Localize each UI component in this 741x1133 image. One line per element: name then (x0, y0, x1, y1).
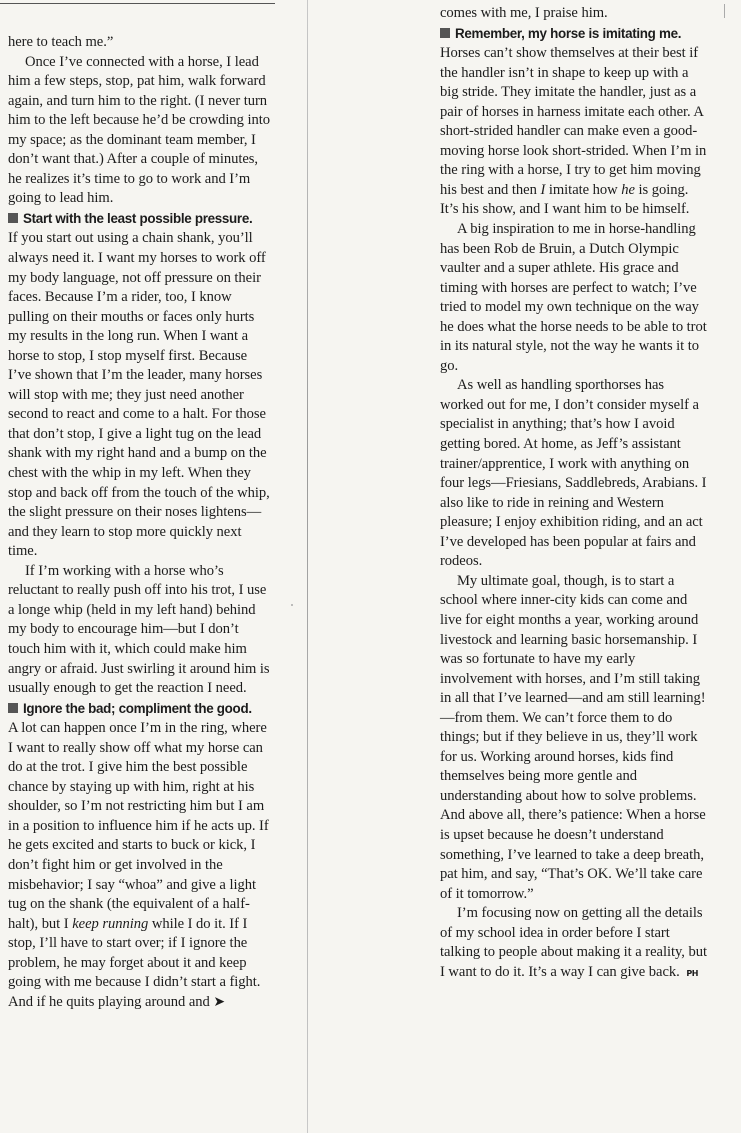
paragraph: A big inspiration to me in horse-handling has been Rob de Bruin, a Dutch Olympic vaulter and a super athlete. His grace and timing with horses are perfect to watch; I’ve tried to model my own technique on the way he does what the horse needs to be able to trot in its natural style, not the way he wants it to go. (440, 221, 707, 374)
paragraph: Once I’ve connected with a horse, I lead him a few steps, stop, pat him, walk forward again, and turn him to the right. (I never turn him to the left because he’d be crowding into my space; as the dominant team member, I don’t want that.) After a couple of minutes, he realizes it’s time to go to work and I’m going to lead him. (8, 53, 270, 207)
end-mark-icon: PH (686, 968, 698, 978)
section (440, 24, 710, 45)
continue-arrow-icon: ➤ (213, 993, 226, 1010)
scan-mark (724, 4, 725, 18)
section (8, 209, 270, 230)
paragraph: If you start out using a chain shank, you’ll always need it. I want my horses to work off my body language, not off pressure on their faces. Because I’m a rider, too, I know pulling on their mouths or faces only hurts my results in the long run. When I want a horse to stop, I stop myself first. Because I’ve shown that I’m the leader, many horses will stop with me; they just need another second to react and come to a halt. For those that don’t stop, I give a light tug on the lead shank with my right hand and a bump on the chest with the whip in my left. When they stop and back off from the touch of the whip, the slight pressure on their noses lightens—and they learn to stop more quickly next time. (8, 230, 270, 560)
emphasis: he (621, 181, 635, 198)
square-bullet-icon (8, 703, 18, 713)
paragraph: My ultimate goal, though, is to start a school where inner-city kids can come and live for eight months a year, working around livestock and learning basic horsemanship. I was so fortunate to have my early involvement with horses, and I’m still taking in all that I’ve learned—and am still learning!—from them. We can’t force them to do things; but if they believe in us, they’ll work for us. Working around horses, kids find themselves being more gentle and understanding about how to solve problems. And above all, there’s patience: When a horse is upset because he doesn’t understand something, I’ve learned to take a deep breath, pat him, and say, “That’s OK. We’ll take care of it tomorrow.” (440, 572, 706, 902)
paragraph: As well as handling sporthorses has worked out for me, I don’t consider myself a specialist in anything; that’s how I avoid getting bored. At home, as Jeff’s assistant trainer/apprentice, I work with anything on four legs—Friesians, Saddlebreds, Arabians. I also like to ride in reining and Western pleasure; I enjoy exhibition riding, and an act I’ve developed has been popular at fairs and rodeos. (440, 377, 707, 570)
section (8, 699, 270, 720)
paragraph: If I’m working with a horse who’s reluctant to really push off into his trot, I use a longe whip (held in my left hand) behind my body to encourage him—but I don’t touch him with it, which could make him angry or afraid. Just swirling it around him is usually enough to get the reaction I need. (8, 562, 270, 697)
paragraph: Horses can’t show themselves at their best if the handler isn’t in shape to keep up with a big stride. They imitate the handler, just as a pair of horses in harness imitate each other. A short-strided handler can make even a good-moving horse look short-strided. When I’m in the ring with a horse, I try to get him moving his best and then I imitate how he is going. It’s his show, and I want him to be himself. (440, 45, 707, 218)
emphasis: I (540, 181, 546, 198)
left-column (8, 33, 270, 1012)
paragraph: here to teach me.” (8, 34, 114, 50)
section-heading: Remember, my horse is imitating me. (455, 25, 682, 41)
section-heading: Ignore the bad; compliment the good. (23, 700, 252, 716)
emphasis: keep running (72, 915, 149, 932)
right-column (440, 4, 710, 983)
top-rule (0, 3, 275, 4)
section-heading: Start with the least possible pressure. (23, 210, 253, 226)
scan-mark (291, 604, 293, 606)
square-bullet-icon (8, 213, 18, 223)
paragraph: A lot can happen once I’m in the ring, where I want to really show off what my horse can do at the trot. I give him the best possible chance by staying up with him, right at his shoulder, so I’m not restricting him but I am in a position to influence him if he acts up. If he gets excited and starts to buck or kick, I don’t fight him or get involved in the misbehavior; I say “whoa” and give a light tug on the shank (the equivalent of a half-halt), but I keep running while I do it. If I stop, I’ll have to start over; if I ignore the problem, he may forget about it and keep going with me because I didn’t start a fight. And if he quits playing around and ➤ (8, 720, 269, 1010)
paragraph: comes with me, I praise him. (440, 5, 608, 21)
column-divider (307, 0, 308, 1133)
paragraph: I’m focusing now on getting all the details of my school idea in order before I start talking to people about making it a reality, but I want to do it. It’s a way I can give back. PH (440, 905, 707, 980)
square-bullet-icon (440, 28, 450, 38)
